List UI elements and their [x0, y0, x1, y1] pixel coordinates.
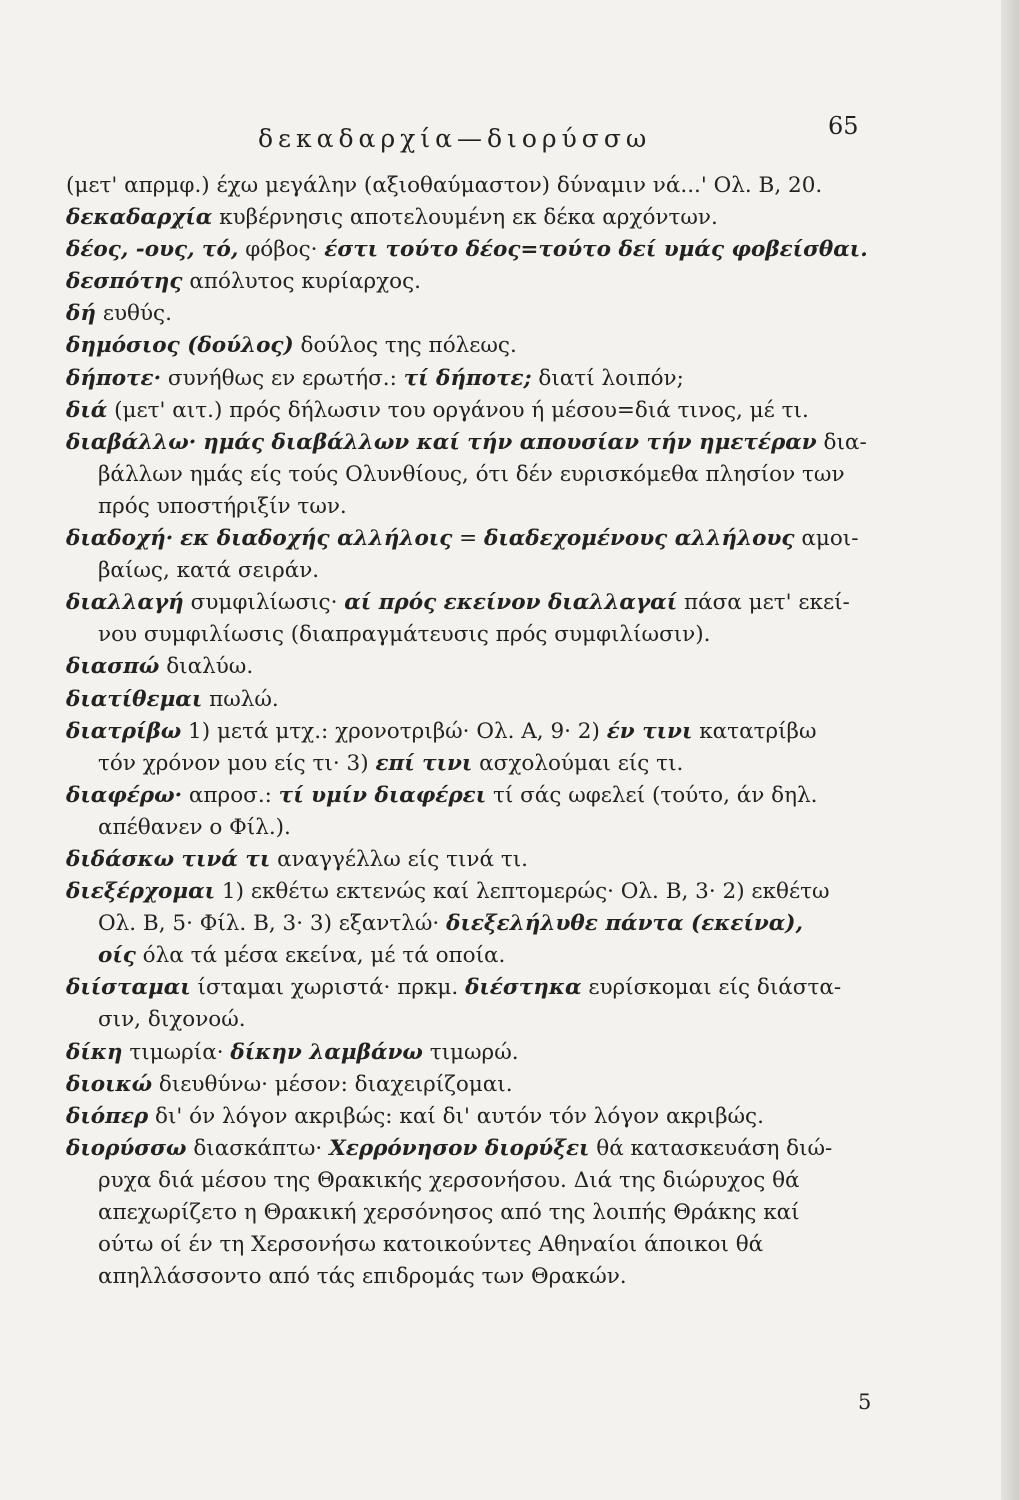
entry-headword: εκ διαδοχής αλλήλοις	[180, 526, 453, 552]
entry-line	[66, 234, 866, 266]
entry-continuation-line	[66, 619, 866, 651]
entry-continuation-line	[66, 459, 866, 491]
entry-headword: αί πρός εκείνον διαλλαγαί	[344, 590, 678, 616]
entry-text: φόβος·	[238, 237, 325, 263]
entry-continuation-line	[66, 812, 866, 844]
entry-text: (μετ' αιτ.) πρός δήλωσιν του οργάνου ή μέσου=διά τινος, μέ τι.	[107, 397, 809, 423]
entry-headword: διεξέρχομαι	[66, 879, 216, 905]
entry-text: διευθύνω· μέσον: διαχειρίζομαι.	[152, 1071, 513, 1097]
entry-line	[66, 1133, 866, 1165]
entry-line	[66, 651, 866, 683]
page-number: 65	[828, 112, 859, 140]
entry-text: απέθανεν ο Φίλ.).	[98, 814, 291, 840]
entry-text: 1) εκθέτω εκτενώς καί λεπτομερώς· Ολ. Β, 3· 2) εκθέτω	[215, 879, 830, 905]
entry-continuation-line	[66, 1197, 866, 1229]
entry-headword: δεκαδαρχία	[66, 205, 213, 231]
entry-headword: τί δήποτε;	[403, 365, 532, 391]
entry-line	[66, 395, 866, 427]
entry-line	[66, 330, 866, 362]
running-head: δεκαδαρχία—διορύσσω	[258, 124, 652, 153]
entry-continuation-line	[66, 940, 866, 972]
entry-text: σιν, διχονοώ.	[98, 1007, 246, 1033]
entry-text: πωλώ.	[202, 686, 279, 712]
entry-headword: δέος, -ους, τό,	[66, 237, 239, 263]
entry-text: πρός υποστήριξίν των.	[98, 493, 347, 519]
entry-text: 1) μετά μτχ.: χρονοτριβώ· Ολ. Α, 9· 2)	[181, 718, 607, 744]
entry-continuation-line	[66, 1004, 866, 1036]
entry-continuation-line	[66, 1165, 866, 1197]
entry-headword: διαλλαγή	[66, 590, 184, 616]
entry-headword: διδάσκω τινά τι	[66, 846, 271, 872]
entry-text: τί σάς ωφελεί (τούτο, άν δηλ.	[486, 782, 818, 808]
entry-headword: διίσταμαι	[66, 975, 191, 1001]
entry-line	[66, 684, 866, 716]
entry-headword: διόπερ	[66, 1103, 149, 1129]
entry-headword: διατρίβω	[66, 718, 182, 744]
entry-headword: διαδοχή·	[66, 526, 174, 552]
entry-text: ευρίσκομαι είς διάστα-	[581, 975, 842, 1001]
entry-continuation-line	[66, 491, 866, 523]
entry-line	[66, 523, 866, 555]
entry-headword: διέστηκα	[465, 975, 582, 1001]
entry-line	[66, 780, 866, 812]
entry-line	[66, 1037, 866, 1069]
entry-headword: διά	[66, 397, 108, 423]
entry-headword: επί τινι	[375, 750, 473, 776]
entry-text: δια-	[816, 429, 867, 455]
entry-continuation-line	[66, 908, 866, 940]
entry-headword: δίκη	[66, 1039, 123, 1065]
entry-text: συνήθως εν ερωτήσ.:	[161, 365, 404, 391]
entry-line	[66, 427, 866, 459]
entry-text: δι' όν λόγον ακριβώς: καί δι' αυτόν τόν λόγον ακριβώς.	[148, 1103, 764, 1129]
entry-headword: διαφέρω·	[66, 782, 183, 808]
entry-line	[66, 298, 866, 330]
entry-continuation-line	[66, 748, 866, 780]
entry-text: διασκάπτω·	[186, 1135, 330, 1161]
entry-continuation-line	[66, 1261, 866, 1293]
entry-line	[66, 876, 866, 908]
entry-text: απροσ.:	[182, 782, 279, 808]
entry-text: ρυχα διά μέσου της Θρακικής χερσονήσου. Διά της διώρυχος θά	[98, 1167, 800, 1193]
entry-headword: δημόσιος (δούλος)	[66, 333, 294, 359]
entry-text: βάλλων ημάς είς τούς Ολυνθίους, ότι δέν ευρισκόμεθα πλησίον των	[98, 461, 845, 487]
entry-headword: οίς	[98, 943, 136, 969]
entry-line	[66, 1101, 866, 1133]
signature-mark: 5	[858, 1390, 872, 1414]
entry-text: συμφιλίωσις·	[183, 590, 345, 616]
entry-text: (μετ' απρμφ.) έχω μεγάλην (αξιοθαύμαστον) δύναμιν νά...' Ολ. Β, 20.	[66, 173, 823, 198]
entry-text: απόλυτος κυρίαρχος.	[182, 269, 421, 295]
entry-line	[66, 170, 866, 202]
entry-headword: διαβάλλω·	[66, 429, 197, 455]
entry-headword: διαδεχομένους αλλήλους	[484, 526, 795, 552]
entry-text: βαίως, κατά σειράν.	[98, 558, 320, 584]
entry-headword: διοικώ	[66, 1071, 153, 1097]
entry-line	[66, 202, 866, 234]
entry-text: διαλύω.	[159, 654, 254, 680]
entry-line	[66, 972, 866, 1004]
entry-text: Ολ. Β, 5· Φίλ. Β, 3· 3) εξαντλώ·	[98, 911, 447, 937]
entry-text: ευθύς.	[95, 301, 172, 327]
entry-text: ίσταμαι χωριστά· πρκμ.	[190, 975, 466, 1001]
entry-headword: Χερρόνησον διορύξει	[329, 1135, 590, 1161]
entry-text: θά κατασκευάση διώ-	[589, 1135, 833, 1161]
entry-headword: δή	[66, 301, 96, 327]
page-edge-shadow	[1001, 0, 1019, 1500]
entry-text: τιμωρία·	[122, 1039, 231, 1065]
entry-line	[66, 844, 866, 876]
entry-continuation-line	[66, 555, 866, 587]
entry-text: διατί λοιπόν;	[531, 365, 684, 391]
entry-headword: τί υμίν διαφέρει	[278, 782, 487, 808]
entry-headword: ημάς διαβάλλων καί τήν απουσίαν τήν ημετέραν	[203, 429, 817, 455]
entry-line	[66, 363, 866, 395]
entry-headword: έστι τούτο δέος=τούτο δεί υμάς φοβείσθαι.	[324, 237, 868, 263]
entry-text: πάσα μετ' εκεί-	[677, 590, 850, 616]
entry-text: αμοι-	[794, 526, 859, 552]
entry-text: ούτω οί έν τη Χερσονήσω κατοικούντες Αθηναίοι άποικοι θά	[98, 1232, 764, 1258]
entry-text: απεχωρίζετο η Θρακική χερσόνησος από της λοιπής Θράκης καί	[98, 1200, 800, 1225]
entry-continuation-line	[66, 1229, 866, 1261]
dictionary-entries	[66, 170, 866, 1293]
entry-headword: έν τινι	[606, 718, 693, 744]
entry-text: ασχολούμαι είς τι.	[472, 750, 684, 776]
entry-text: απηλλάσσοντο από τάς επιδρομάς των Θρακών.	[98, 1264, 627, 1290]
entry-headword: δήποτε·	[66, 365, 162, 391]
entry-text: κατατρίβω	[692, 718, 817, 744]
entry-headword: διεξελήλυθε πάντα (εκείνα),	[446, 911, 803, 937]
entry-text: =	[452, 526, 484, 552]
entry-text: νου συμφιλίωσις (διαπραγμάτευσις πρός συμφιλίωσιν).	[98, 622, 711, 648]
entry-headword: δεσπότης	[66, 269, 183, 295]
entry-line	[66, 716, 866, 748]
entry-line	[66, 587, 866, 619]
entry-text: όλα τά μέσα εκείνα, μέ τά οποία.	[135, 943, 506, 969]
entry-text: τιμωρώ.	[422, 1039, 519, 1065]
entry-text: τόν χρόνον μου είς τι· 3)	[98, 750, 376, 776]
page-header	[0, 112, 1019, 152]
entry-text: δούλος της πόλεως.	[293, 333, 517, 359]
entry-headword: διατίθεμαι	[66, 686, 203, 712]
entry-headword: δίκην λαμβάνω	[230, 1039, 423, 1065]
entry-headword: διασπώ	[66, 654, 160, 680]
entry-line	[66, 266, 866, 298]
entry-headword: διορύσσω	[66, 1135, 187, 1161]
entry-text: κυβέρνησις αποτελουμένη εκ δέκα αρχόντων.	[212, 205, 718, 231]
entry-text: αναγγέλλω είς τινά τι.	[270, 846, 528, 872]
entry-line	[66, 1069, 866, 1101]
